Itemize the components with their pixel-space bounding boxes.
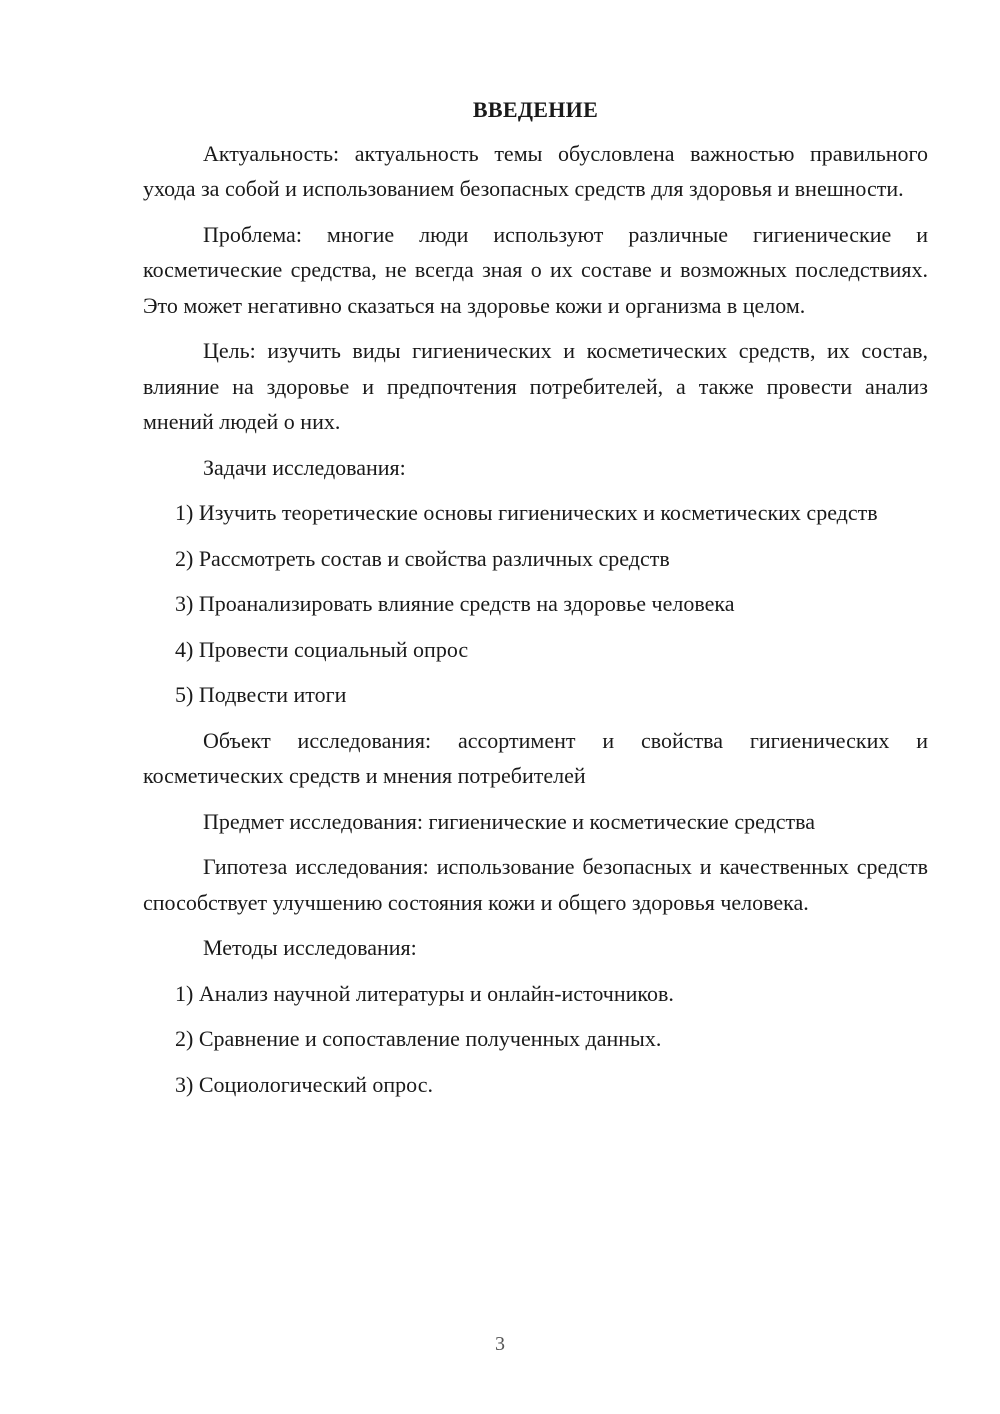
list-item: 1) Анализ научной литературы и онлайн-источников.	[175, 980, 674, 1006]
methods-list	[143, 976, 928, 1103]
list-item: 2) Рассмотреть состав и свойства различных средств	[175, 545, 670, 571]
hypothesis-paragraph: Гипотеза исследования: использование безопасных и качественных средств способствует улучшению состояния кожи и общего здоровья человека.	[143, 854, 928, 915]
list-item: 2) Сравнение и сопоставление полученных данных.	[175, 1026, 662, 1051]
goal-paragraph: Цель: изучить виды гигиенических и косметических средств, их состав, влияние на здоровье и предпочтения потребителей, а также провести анализ мнений людей о них.	[143, 338, 928, 434]
page-number: 3	[495, 1333, 505, 1355]
document-page	[143, 92, 928, 1112]
list-item: 3) Проанализировать влияние средств на здоровье человека	[175, 591, 735, 616]
methods-heading: Методы исследования:	[203, 935, 417, 960]
relevance-paragraph: Актуальность: актуальность темы обусловлена важностью правильного ухода за собой и использованием безопасных средств для здоровья и внешности.	[143, 140, 928, 201]
list-item: 1) Изучить теоретические основы гигиенических и косметических средств	[175, 500, 878, 525]
object-paragraph: Объект исследования: ассортимент и свойства гигиенических и косметических средств и мнения потребителей	[143, 727, 928, 788]
tasks-list	[143, 495, 928, 713]
subject-paragraph: Предмет исследования: гигиенические и косметические средства	[203, 808, 815, 834]
tasks-heading: Задачи исследования:	[203, 454, 406, 480]
list-item: 4) Провести социальный опрос	[175, 636, 469, 662]
list-item: 3) Социологический опрос.	[175, 1071, 433, 1097]
list-item: 5) Подвести итоги	[175, 682, 347, 707]
section-title: ВВЕДЕНИЕ	[472, 97, 599, 122]
problem-paragraph: Проблема: многие люди используют различные гигиенические и косметические средства, не всегда зная о их составе и возможных последствиях. Это может негативно сказаться на здоровье кожи и организма в целом.	[143, 221, 928, 318]
